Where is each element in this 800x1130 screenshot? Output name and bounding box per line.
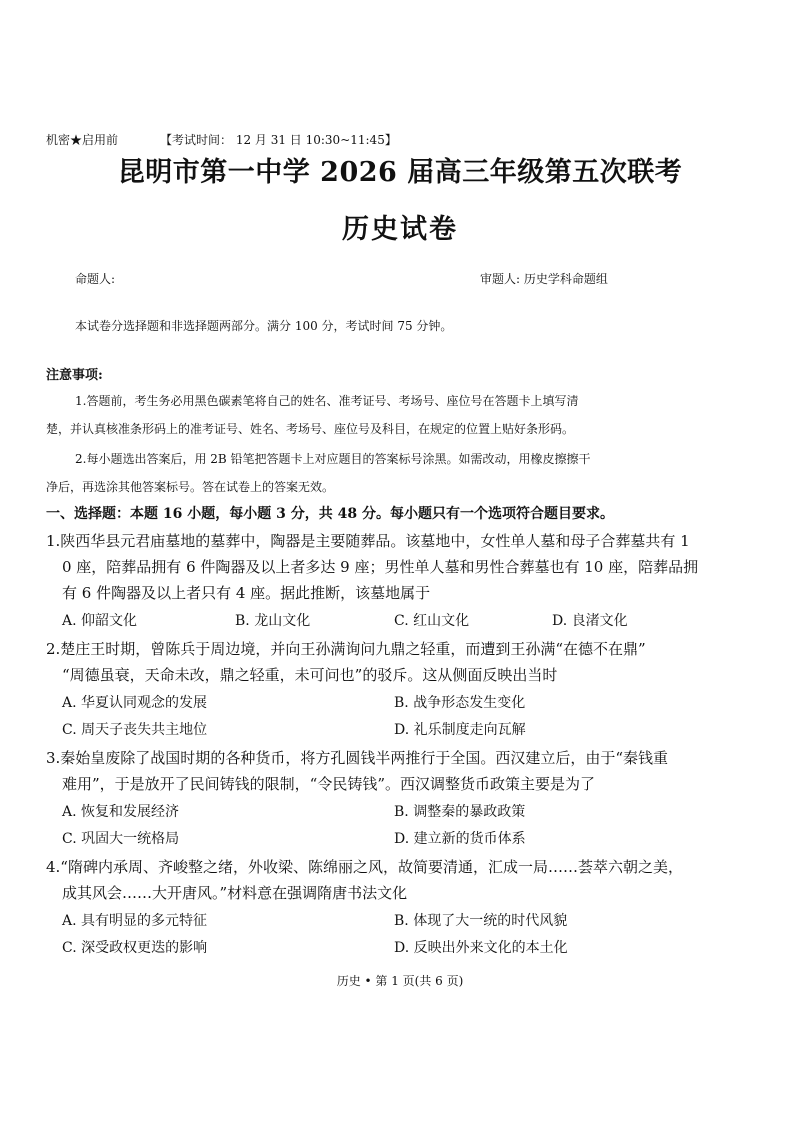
- question-3-line: 难用”，于是放开了民间铸钱的限制，“令民铸钱”。西汉调整货币政策主要是为了: [62, 775, 596, 793]
- question-3-option-d[interactable]: D. 建立新的货币体系: [394, 831, 526, 847]
- question-1-option-d[interactable]: D. 良渚文化: [552, 613, 628, 629]
- reviewer-label: 审题人: 历史学科命题组: [480, 272, 608, 286]
- question-2-option-a[interactable]: A. 华夏认同观念的发展: [62, 695, 208, 711]
- question-2-line: “周德虽衰，天命未改，鼎之轻重，未可问也”的驳斥。这从侧面反映出当时: [62, 666, 558, 684]
- question-3-option-c[interactable]: C. 巩固大一统格局: [62, 831, 180, 847]
- question-2-option-d[interactable]: D. 礼乐制度走向瓦解: [394, 722, 526, 738]
- question-4-option-d[interactable]: D. 反映出外来文化的本土化: [394, 940, 568, 956]
- page-footer: 历史 • 第 1 页(共 6 页): [336, 974, 464, 988]
- question-2-option-b[interactable]: B. 战争形态发生变化: [394, 695, 526, 711]
- question-1-line: 0 座，陪葬品拥有 6 件陶器及以上者多达 9 座；男性单人墓和男性合葬墓也有 10 座，陪葬品拥: [62, 558, 699, 576]
- question-4-option-c[interactable]: C. 深受政权更迭的影响: [62, 940, 208, 956]
- question-1-line: 有 6 件陶器及以上者只有 4 座。据此推断，该墓地属于: [62, 584, 431, 602]
- subject-title: 历史试卷: [342, 214, 458, 245]
- notice-line: 1.答题前，考生务必用黑色碳素笔将自己的姓名、准考证号、考场号、座位号在答题卡上填写清: [75, 394, 579, 408]
- question-4-option-a[interactable]: A. 具有明显的多元特征: [62, 913, 208, 929]
- section-heading: 一、选择题：本题 16 小题，每小题 3 分，共 48 分。每小题只有一个选项符合题目要求。: [46, 506, 614, 522]
- exam-description: 本试卷分选择题和非选择题两部分。满分 100 分，考试时间 75 分钟。: [75, 319, 453, 333]
- question-1-line: 1.陕西华县元君庙墓地的墓葬中，陶器是主要随葬品。该墓地中，女性单人墓和母子合葬墓共有 1: [46, 532, 690, 550]
- notice-line: 楚，并认真核准条形码上的准考证号、姓名、考场号、座位号及科目，在规定的位置上贴好条形码。: [46, 422, 575, 436]
- notice-title: 注意事项:: [46, 368, 103, 383]
- confidential-label: 机密★启用前: [46, 133, 119, 147]
- question-3-line: 3.秦始皇废除了战国时期的各种货币，将方孔圆钱半两推行于全国。西汉建立后，由于“秦钱重: [46, 749, 668, 767]
- notice-line: 2.每小题选出答案后，用 2B 铅笔把答题卡上对应题目的答案标号涂黑。如需改动，用橡皮擦擦干: [75, 452, 591, 466]
- question-4-line: 成其风会……大开唐风。”材料意在强调隋唐书法文化: [62, 884, 408, 902]
- question-1-option-a[interactable]: A. 仰韶文化: [62, 613, 138, 629]
- question-4-option-b[interactable]: B. 体现了大一统的时代风貌: [394, 913, 568, 929]
- question-4-line: 4.“隋碑内承周、齐峻整之绪，外收梁、陈绵丽之风，故简要清通，汇成一局……荟萃六朝之美，: [46, 858, 683, 876]
- exam-title: 昆明市第一中学 2026 届高三年级第五次联考: [117, 157, 683, 188]
- question-1-option-c[interactable]: C. 红山文化: [394, 613, 470, 629]
- notice-line: 净后，再选涂其他答案标号。答在试卷上的答案无效。: [46, 480, 335, 494]
- question-2-option-c[interactable]: C. 周天子丧失共主地位: [62, 722, 208, 738]
- author-label: 命题人:: [75, 272, 116, 286]
- question-3-option-a[interactable]: A. 恢复和发展经济: [62, 804, 180, 820]
- question-3-option-b[interactable]: B. 调整秦的暴政政策: [394, 804, 526, 820]
- question-2-line: 2.楚庄王时期，曾陈兵于周边境，并向王孙满询问九鼎之轻重，而遭到王孙满“在德不在鼎”: [46, 640, 646, 658]
- question-1-option-b[interactable]: B. 龙山文化: [235, 613, 311, 629]
- exam-time: 【考试时间： 12 月 31 日 10:30~11:45】: [160, 133, 397, 147]
